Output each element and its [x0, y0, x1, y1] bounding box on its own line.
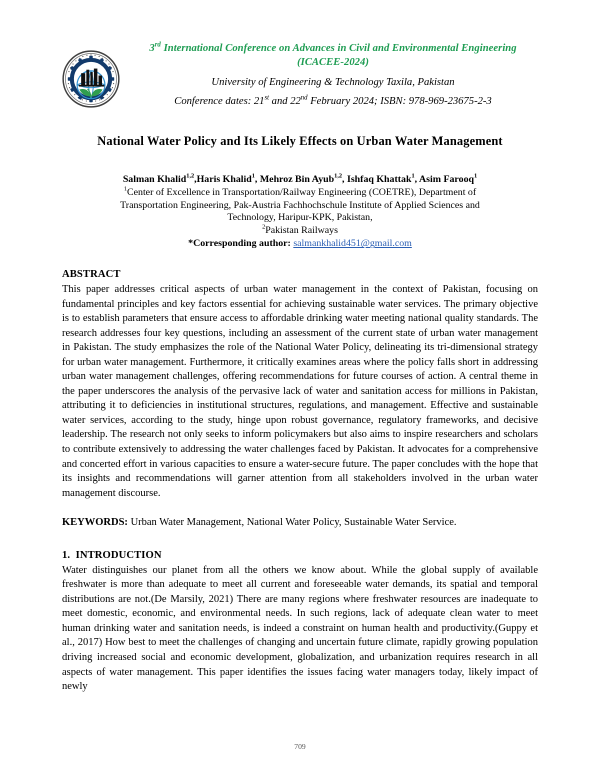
conference-title-line1: International Conference on Advances in Civil and Environmental	[160, 43, 459, 54]
date-ordinal-1: st	[264, 94, 269, 102]
author-list	[62, 173, 538, 186]
author-separator: ,	[254, 174, 260, 185]
author-name: Asim Farooq	[419, 174, 475, 185]
corresponding-author-label: *Corresponding author:	[188, 238, 294, 250]
affiliation-1	[62, 187, 538, 200]
affiliation-1-line1: Center of Excellence in Transportation/Railway Engineering (COETRE), Department of	[127, 187, 477, 198]
introduction-text: Water distinguishes our planet from all the others we know about. While the global supply of available freshwater is more than adequate to meet all current and foreseeable water demands, its spatial and temporal distributions are not.(De Marsily, 2021) There are many regions where freshwater resources are inadequate to meet domestic, economic, and environmental needs. In such regions, lack of adequate clean water to meet human drinking water and sanitation needs, is indeed a constraint on human health and productivity.(Guppy et al., 2017) How best to meet the challenges of changing and uncertain future climate, rapidly growing population driving increased social and economic development, globalization, and urbanization requires research in all aspects of water management. This paper identifies the issues facing water managers today, likely impact of newly	[62, 564, 538, 693]
corresponding-author	[62, 238, 538, 251]
author-entry	[197, 174, 260, 185]
author-affiliation-marker: 1	[474, 172, 478, 180]
conference-ordinal-suffix: rd	[154, 41, 161, 49]
author-separator: ,	[194, 174, 197, 185]
page-title: National Water Policy and Its Likely Effects on Urban Water Management	[97, 134, 503, 148]
abstract-text: This paper addresses critical aspects of urban water management in the context of Pakistan, focusing on fundamental principles and key factors essential for achieving sustainable water services. The primary objective is to establish parameters that ensure access to affordable drinking water meeting national quality standards. The research addresses four key questions, including an assessment of the current state of urban water management in Pakistan. The study emphasizes the role of the National Water Policy, delineating its tri-dimensional strategy for urban water management. Furthermore, it critically examines areas where the policy falls short in addressing urban water management challenges, offering recommendations for future courses of action. A central theme in the paper underscores the analysis of the pervasive lack of water and sanitation access for millions in Pakistan, attributing it to deficiencies in institutional structures, regulations, and management. Effective and sustainable water services, according to the study, hinge upon robust governance, regulatory frameworks, and decisive leadership. The research not only seeks to inform policymakers but also aims to inspire researchers and scholars to contribute extensively to addressing the water challenges faced by Pakistan. It advocates for a comprehensive and concerted effort in various capacities to ensure a water-secure future. The paper concludes with the hope that its insights and recommendations will garner attention from all stakeholders involved in the urban water management discourse.	[62, 283, 538, 499]
page-number: 709	[294, 742, 306, 751]
author-name: Salman Khalid	[122, 174, 187, 185]
author-name: Mehroz Bin Ayub	[259, 174, 335, 185]
conference-dates-mid: and 22	[269, 95, 301, 107]
author-affiliation-marker: 1	[251, 172, 255, 180]
logo-container	[62, 42, 124, 108]
author-affiliation-marker: 1,2	[334, 172, 343, 180]
introduction-heading-text: INTRODUCTION	[75, 549, 162, 561]
keywords-label: KEYWORDS:	[62, 517, 128, 529]
author-entry	[419, 174, 477, 185]
conference-header	[62, 0, 538, 108]
conference-dates	[134, 95, 532, 108]
author-entry	[347, 174, 419, 185]
affiliation-2-text: Pakistan Railways	[265, 224, 338, 236]
introduction-heading-number: 1.	[62, 549, 71, 561]
conference-header-text	[134, 42, 538, 108]
conference-ordinal: 3	[149, 43, 155, 54]
conference-dates-isbn: February 2024; ISBN: 978-969-23675-2-3	[307, 95, 492, 107]
affiliation-marker-1: 1	[123, 185, 128, 193]
date-ordinal-2: nd	[300, 94, 308, 102]
conference-university: University of Engineering & Technology Taxila, Pakistan	[211, 77, 455, 89]
affiliation-1-line3: Technology, Haripur-KPK, Pakistan,	[227, 212, 373, 224]
author-name: Haris Khalid	[196, 174, 252, 185]
author-name: Ishfaq Khattak	[346, 174, 412, 185]
conference-title	[134, 42, 532, 69]
author-entry	[260, 174, 347, 185]
introduction-heading	[62, 549, 538, 563]
author-separator: ,	[414, 174, 420, 185]
abstract-heading: ABSTRACT	[62, 268, 121, 280]
keywords-value: Urban Water Management, National Water Policy, Sustainable Water Service.	[127, 517, 457, 529]
keywords	[62, 516, 538, 531]
author-affiliation-marker: 1,2	[186, 172, 195, 180]
author-separator: ,	[342, 174, 347, 185]
conference-dates-prefix: Conference dates: 21	[174, 95, 265, 107]
author-entry	[123, 174, 197, 185]
author-affiliation-marker: 1	[411, 172, 415, 180]
icacee-conference-logo-icon	[62, 50, 120, 108]
affiliation-1-line2: Transportation Engineering, Pak-Austria Fachhochschule Institute of Applied Sciences and	[120, 199, 480, 211]
conference-title-line2: Engineering (ICACEE-2024)	[297, 43, 517, 68]
affiliation-2	[62, 225, 538, 238]
corresponding-author-email-link[interactable]: salmankhalid451@gmail.com	[293, 238, 412, 250]
affiliation-marker-2: 2	[262, 223, 266, 231]
